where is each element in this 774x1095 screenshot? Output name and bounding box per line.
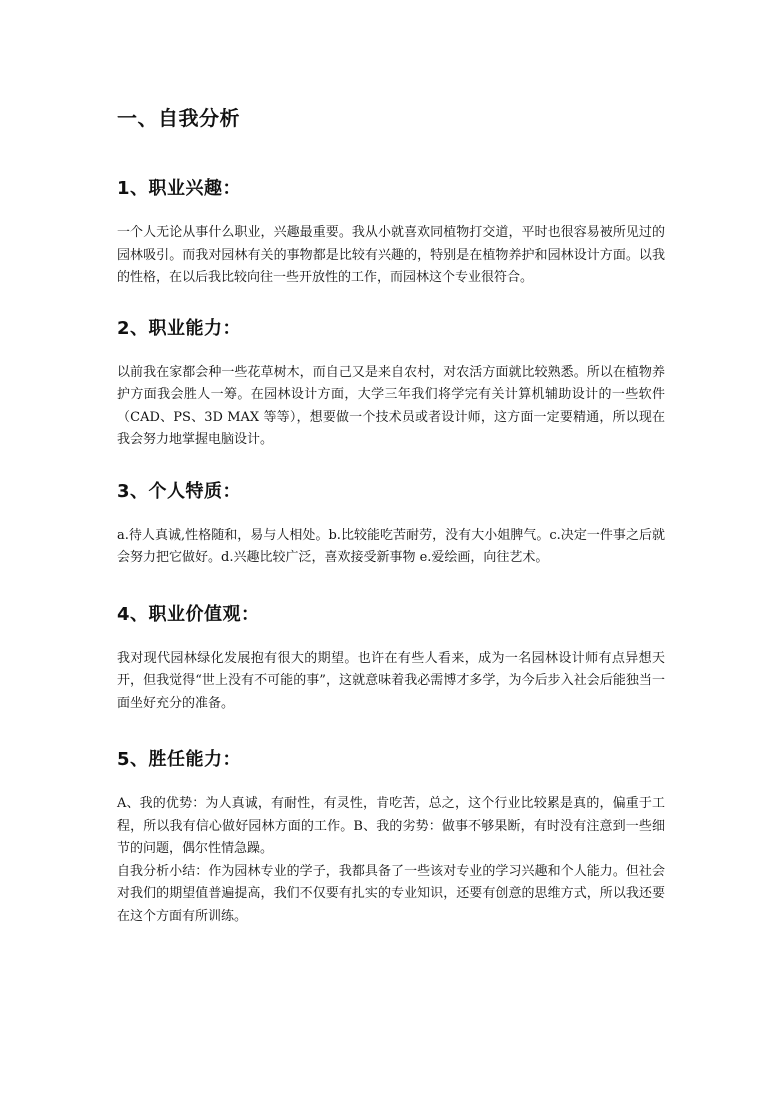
document-body — [117, 104, 665, 961]
section-paragraph: a.待人真诚,性格随和，易与人相处。b.比较能吃苦耐劳，没有大小姐脾气。c.决定一件事之后就会努力把它做好。d.兴趣比较广泛，喜欢接受新事物 e.爱绘画，向往艺术。 — [117, 527, 665, 565]
section-heading: 4、职业价值观： — [117, 603, 260, 625]
section-career-interest — [117, 176, 665, 290]
section-paragraph: 一个人无论从事什么职业，兴趣最重要。我从小就喜欢同植物打交道，平时也很容易被所见过的园林吸引。而我对园林有关的事物都是比较有兴趣的，特别是在植物养护和园林设计方面。以我的性格，在以后我比较向往一些开放性的工作，而园林这个专业很符合。 — [117, 225, 665, 285]
section-paragraph: A、我的优势：为人真诚，有耐性，有灵性，肯吃苦，总之，这个行业比较累是真的，偏重于工程，所以我有信心做好园林方面的工作。B、我的劣势：做事不够果断，有时没有注意到一些细节的问题，偶尔性情急躁。 — [117, 796, 665, 856]
section-paragraph: 我对现代园林绿化发展抱有很大的期望。也许在有些人看来，成为一名园林设计师有点异想天开，但我觉得“世上没有不可能的事”，这就意味着我必需博才多学，为今后步入社会后能独当一面坐好充分的准备。 — [117, 650, 665, 711]
section-career-ability — [117, 316, 665, 452]
section-paragraph: 以前我在家都会种一些花草树木，而自己又是来自农村，对农活方面就比较熟悉。所以在植物养护方面我会胜人一筹。在园林设计方面，大学三年我们将学完有关计算机辅助设计的一些软件（CAD、PS、3D MAX 等等），想要做一个技术员或者设计师，这方面一定要精通，所以现在我会努力地掌握电脑设计。 — [117, 364, 665, 447]
section-paragraph-summary: 自我分析小结：作为园林专业的学子，我都具备了一些该对专业的学习兴趣和个人能力。但社会对我们的期望值普遍提高，我们不仅要有扎实的专业知识，还要有创意的思维方式，所以我还要在这个方面有所训练。 — [117, 863, 665, 924]
document-title: 一、自我分析 — [117, 106, 240, 130]
section-competency — [117, 747, 665, 928]
section-career-values — [117, 602, 665, 716]
section-heading: 1、职业兴趣： — [117, 178, 242, 199]
section-personal-traits — [117, 479, 665, 570]
section-heading: 3、个人特质： — [117, 480, 242, 502]
section-heading: 5、胜任能力： — [117, 749, 242, 770]
section-heading: 2、职业能力： — [117, 317, 242, 339]
